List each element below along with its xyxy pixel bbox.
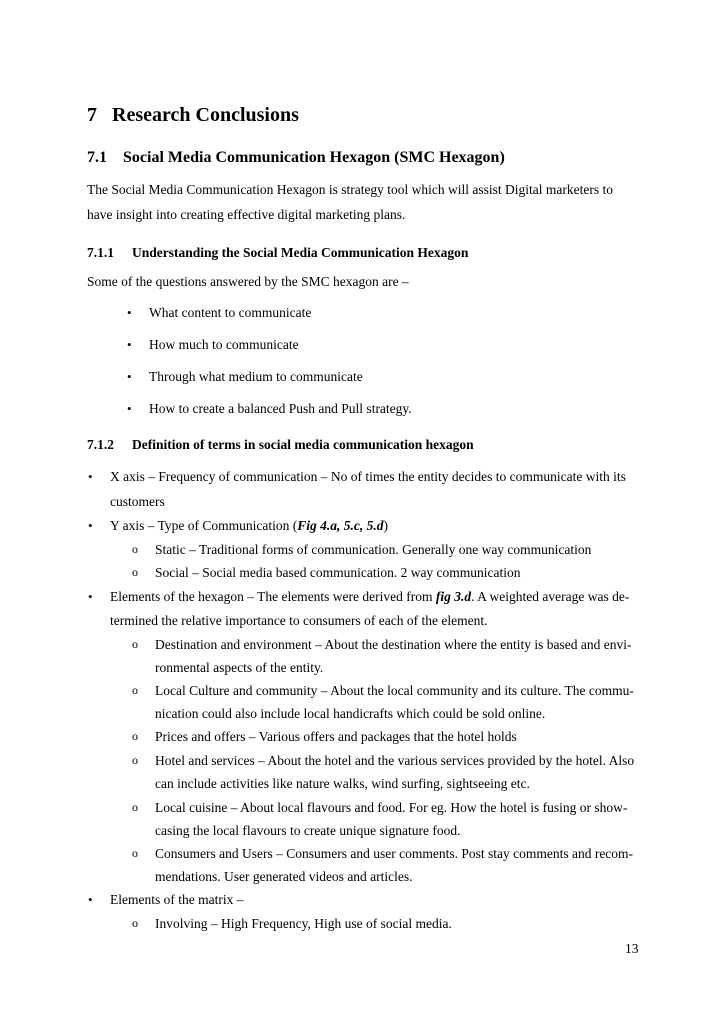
yaxis-sub-item: Static – Traditional forms of communication. Generally one way communication	[155, 542, 592, 557]
hexagon-item-line: mendations. User generated videos and articles.	[155, 869, 413, 884]
hexagon-item-line: nication could also include local handicrafts which could be sold online.	[155, 706, 546, 721]
circle-bullet-icon: o	[132, 753, 138, 767]
hexagon-item-line: ronmental aspects of the entity.	[155, 660, 324, 675]
bullet-icon: •	[88, 589, 93, 604]
bullet-icon: •	[88, 892, 93, 907]
list-item: How much to communicate	[149, 337, 299, 352]
section-heading-7-1-1	[87, 245, 468, 261]
section-title: Understanding the Social Media Communication Hexagon	[132, 245, 469, 260]
bullet-icon: •	[127, 337, 132, 352]
hexagon-item-line: Prices and offers – Various offers and packages that the hotel holds	[155, 729, 517, 744]
matrix-title: Elements of the matrix –	[110, 892, 244, 907]
hexagon-item-line: can include activities like nature walks, wind surfing, sightseeing etc.	[155, 776, 530, 791]
hexagon-elements-line-1	[110, 589, 629, 605]
hexagon-elements-line-2: termined the relative importance to consumers of each of the element.	[110, 613, 488, 628]
hexagon-item-line: casing the local flavours to create unique signature food.	[155, 823, 461, 838]
list-item: Through what medium to communicate	[149, 369, 363, 384]
circle-bullet-icon: o	[132, 637, 138, 651]
bullet-icon: •	[88, 469, 93, 484]
circle-bullet-icon: o	[132, 683, 138, 697]
hexagon-prefix: Elements of the hexagon – The elements were derived from	[110, 589, 436, 604]
list-item: How to create a balanced Push and Pull strategy.	[149, 401, 412, 416]
hexagon-item-line: Local Culture and community – About the local community and its culture. The commu-	[155, 683, 634, 698]
bullet-icon: •	[88, 518, 93, 533]
bullet-icon: •	[127, 401, 132, 416]
section-number: 7.1.2	[87, 437, 114, 452]
hexagon-item-line: Local cuisine – About local flavours and food. For eg. How the hotel is fusing or show-	[155, 800, 628, 815]
figure-reference: fig 3.d	[435, 589, 472, 604]
circle-bullet-icon: o	[132, 729, 138, 743]
yaxis-line	[110, 518, 388, 534]
section-title: Definition of terms in social media communication hexagon	[132, 437, 474, 452]
hexagon-item-line: Destination and environment – About the destination where the entity is based and envi-	[155, 637, 632, 652]
hexagon-item-line: Hotel and services – About the hotel and the various services provided by the hotel. Also	[155, 753, 635, 768]
hexagon-item-line: Consumers and Users – Consumers and user comments. Post stay comments and recom-	[155, 846, 634, 861]
section-heading-7-1-2	[87, 437, 474, 453]
hexagon-suffix: . A weighted average was de-	[471, 589, 630, 604]
xaxis-line-1: X axis – Frequency of communication – No of times the entity decides to communicate with its	[110, 469, 626, 484]
xaxis-line-2: customers	[110, 494, 165, 509]
circle-bullet-icon: o	[132, 800, 138, 814]
circle-bullet-icon: o	[132, 542, 138, 556]
page-number: 13	[625, 941, 639, 956]
list-item: What content to communicate	[149, 305, 312, 320]
circle-bullet-icon: o	[132, 565, 138, 579]
chapter-title: Research Conclusions	[112, 104, 299, 126]
yaxis-sub-item: Social – Social media based communication. 2 way communication	[155, 565, 521, 580]
yaxis-suffix: )	[383, 518, 389, 533]
bullet-icon: •	[127, 369, 132, 384]
chapter-number: 7	[87, 104, 97, 126]
questions-intro: Some of the questions answered by the SMC hexagon are –	[87, 274, 409, 289]
intro-line-1: The Social Media Communication Hexagon is strategy tool which will assist Digital marketers to	[87, 182, 614, 197]
intro-line-2: have insight into creating effective digital marketing plans.	[87, 207, 406, 222]
section-title: Social Media Communication Hexagon (SMC Hexagon)	[123, 149, 505, 166]
matrix-item: Involving – High Frequency, High use of social media.	[155, 916, 452, 931]
section-number: 7.1.1	[87, 245, 114, 260]
circle-bullet-icon: o	[132, 846, 138, 860]
section-number: 7.1	[87, 149, 107, 166]
circle-bullet-icon: o	[132, 916, 138, 930]
chapter-heading	[87, 104, 299, 127]
yaxis-prefix: Y axis – Type of Communication (	[110, 518, 298, 533]
figure-reference: Fig 4.a, 5.c, 5.d	[297, 518, 384, 533]
section-heading-7-1	[87, 149, 505, 167]
bullet-icon: •	[127, 305, 132, 320]
